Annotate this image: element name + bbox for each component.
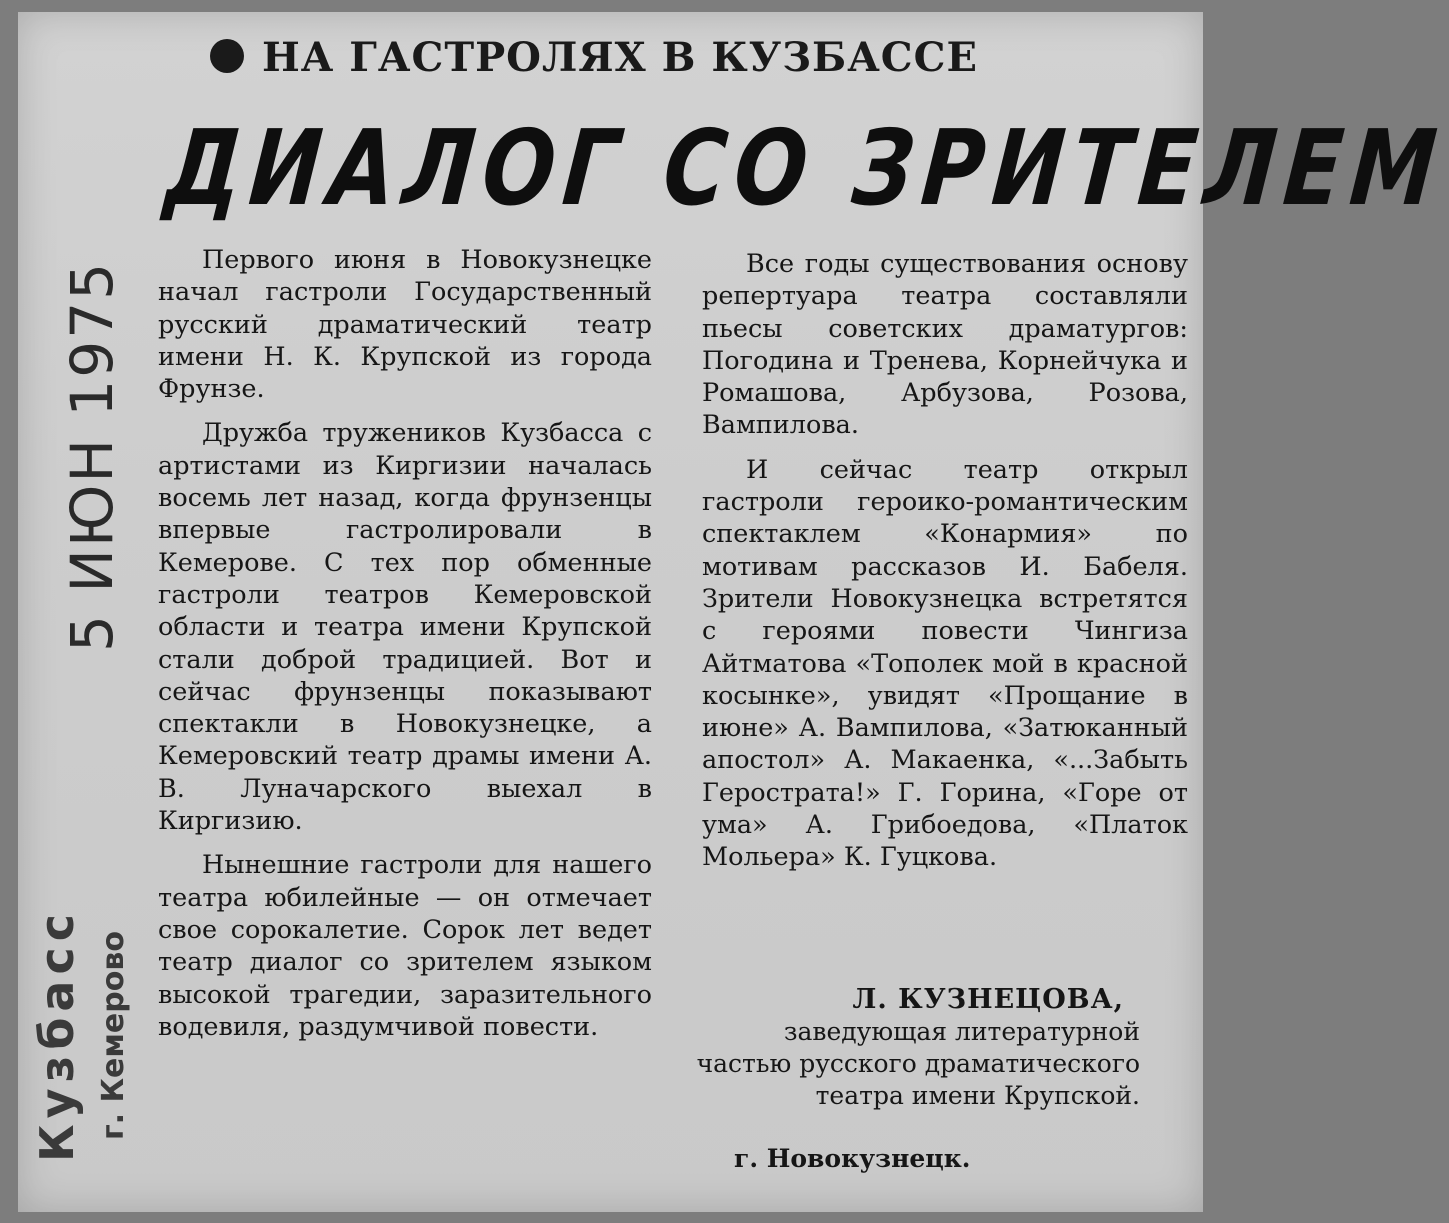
author-role: заведующая литературной частью русского драматического театра имени Крупской. — [696, 1017, 1140, 1110]
paragraph: Первого июня в Новокузнецке начал гастроли Государственный русский драматический театр имени Н. К. Крупской из города Фрунзе. — [158, 245, 652, 405]
newspaper-clipping — [18, 12, 1449, 1212]
rubric-text: НА ГАСТРОЛЯХ В КУЗБАССЕ — [262, 34, 978, 81]
paragraph: Все годы существования основу репертуара театра составляли пьесы советских драматургов: Погодина и Тренева, Корнейчука и Ромашова, Арбузова, Розова, Вампилова. — [702, 249, 1188, 441]
paragraph: И сейчас театр открыл гастроли героико-романтическим спектаклем «Конармия» по мотивам рассказов И. Бабеля. Зрители Новокузнецка встретятся с героями повести Чингиза Айтматова «Тополек мой в красной косынке», увидят «Прощание в июне» А. Вампилова, «Затюканный апостол» А. Макаенка, «...Забыть Герострата!» Г. Горина, «Горе от ума» А. Грибоедова, «Платок Мольера» К. Гуцкова. — [702, 454, 1188, 873]
newspaper-city-stamp: г. Кемерово — [96, 931, 131, 1140]
paragraph: Нынешние гастроли для нашего театра юбилейные — он отмечает свое сорокалетие. Сорок лет ведет театр диалог со зрителем языком высокой трагедии, заразительного водевиля, раздумчивой повести. — [158, 850, 652, 1042]
author-name: Л. КУЗНЕЦОВА, — [852, 984, 1124, 1015]
rubric-heading — [210, 34, 978, 81]
newspaper-name-stamp: Кузбасс — [30, 907, 84, 1162]
dateline-city: г. Новокузнецк. — [734, 1144, 971, 1173]
article-headline: ДИАЛОГ СО ЗРИТЕЛЕМ — [160, 107, 1449, 229]
paragraph: Дружба тружеников Кузбасса с артистами из Киргизии началась восемь лет назад, когда фрунзенцы впервые гастролировали в Кемерове. С тех пор обменные гастроли театров Кемеровской области и театра имени Крупской стали доброй традицией. Вот и сейчас фрунзенцы показывают спектакли в Новокузнецке, а Кемеровский театр драмы имени А. В. Луначарского выехал в Киргизию. — [158, 418, 652, 837]
article-column-right — [702, 248, 1188, 886]
article-column-left — [158, 244, 652, 1055]
handwritten-date-stamp: 5 ИЮН 1975 — [58, 261, 126, 652]
bullet-dot-icon — [210, 39, 244, 73]
